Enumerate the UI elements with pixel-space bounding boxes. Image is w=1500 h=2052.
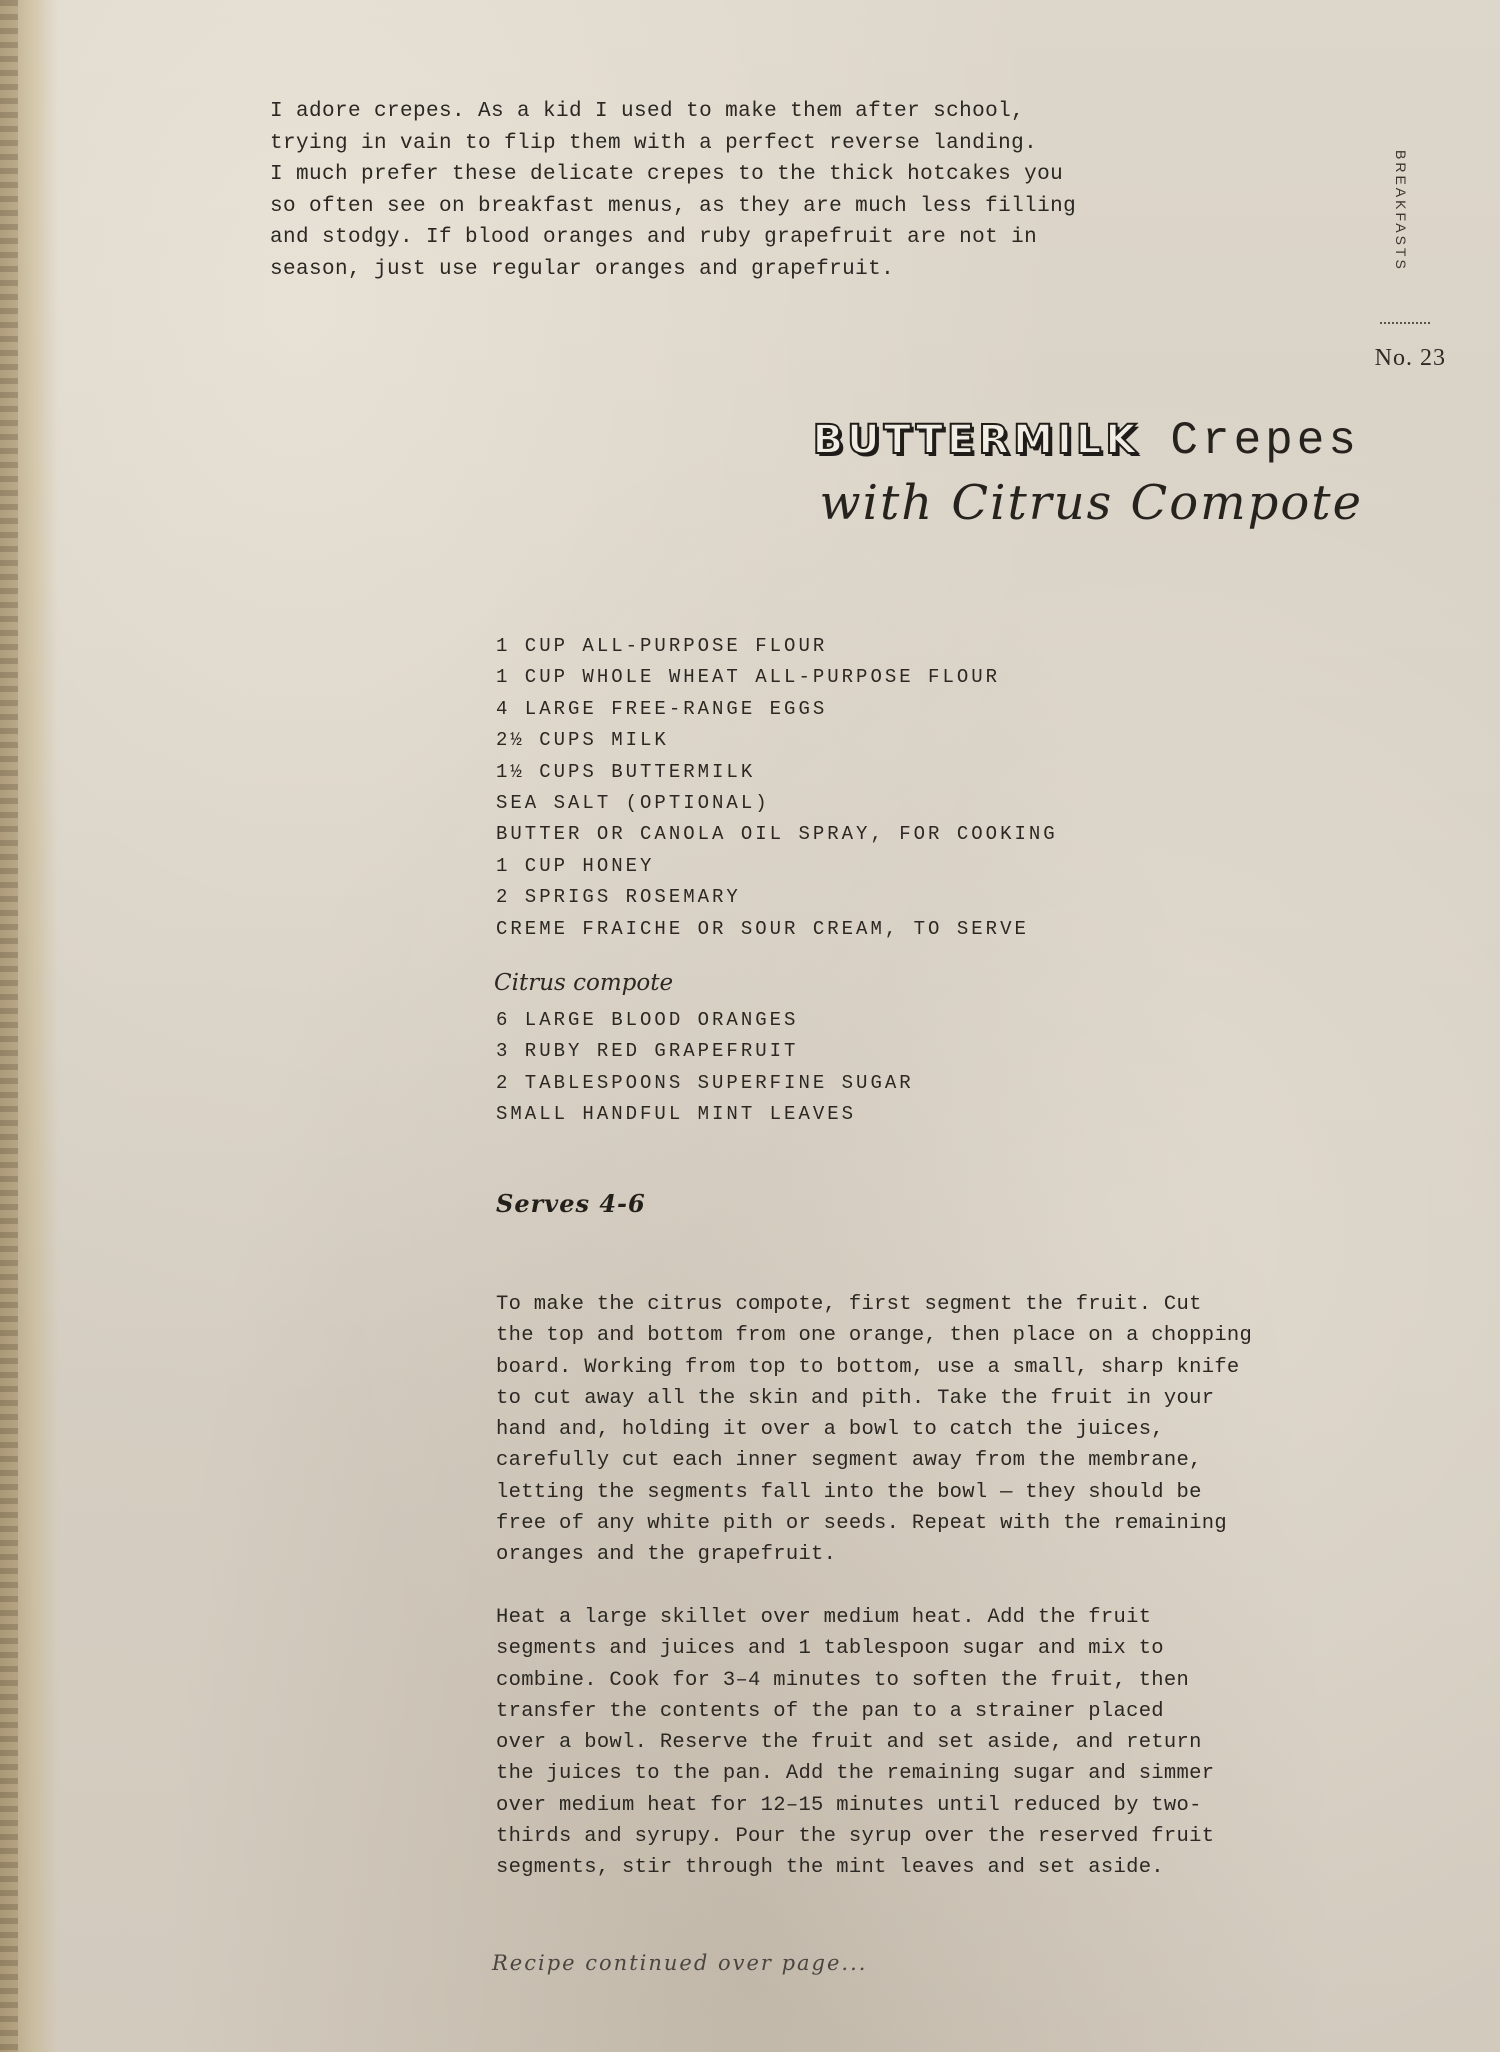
method-line: letting the segments fall into the bowl — they should be	[496, 1480, 1202, 1504]
ingredient-item: 4 LARGE FREE-RANGE EGGS	[496, 697, 828, 720]
recipe-subtitle: with Citrus Compote	[819, 475, 1363, 531]
ingredient-item: 2½ CUPS MILK	[496, 729, 669, 752]
method-line: over medium heat for 12–15 minutes until reduced by two-	[496, 1793, 1202, 1817]
ingredient-item: BUTTER OR CANOLA OIL SPRAY, FOR COOKING	[496, 823, 1058, 846]
continued-note: Recipe continued over page...	[492, 1951, 868, 1975]
ingredients-list	[496, 631, 1058, 945]
compote-ingredients-list	[496, 1005, 914, 1131]
section-divider	[1380, 322, 1430, 324]
intro-line: season, just use regular oranges and grapefruit.	[270, 257, 895, 281]
method-line: free of any white pith or seeds. Repeat with the remaining	[496, 1512, 1227, 1536]
ingredient-item: CREME FRAICHE OR SOUR CREAM, TO SERVE	[496, 917, 1029, 940]
ingredient-item: 1 CUP HONEY	[496, 854, 655, 877]
ingredient-item: SEA SALT (OPTIONAL)	[496, 792, 770, 815]
title-word: Crepes	[1170, 415, 1360, 467]
intro-line: trying in vain to flip them with a perfect reverse landing.	[270, 131, 1038, 155]
ingredient-item: 1½ CUPS BUTTERMILK	[496, 760, 756, 783]
method-line: oranges and the grapefruit.	[496, 1543, 837, 1567]
intro-paragraph	[270, 96, 1170, 285]
title-bold-word: BUTTERMILK	[812, 417, 1141, 463]
intro-line: I much prefer these delicate crepes to the thick hotcakes you	[270, 163, 1064, 186]
recipe-title	[813, 415, 1360, 467]
compote-item: 2 TABLESPOONS SUPERFINE SUGAR	[496, 1071, 914, 1094]
compote-item: 6 LARGE BLOOD ORANGES	[496, 1009, 799, 1031]
ingredient-item: 1 CUP WHOLE WHEAT ALL-PURPOSE FLOUR	[496, 666, 1001, 689]
method-line: the juices to the pan. Add the remaining sugar and simmer	[496, 1762, 1215, 1786]
torn-newspaper-edge	[0, 0, 58, 2052]
method-line: over a bowl. Reserve the fruit and set aside, and return	[496, 1731, 1202, 1755]
compote-item: SMALL HANDFUL MINT LEAVES	[496, 1103, 857, 1126]
method-line: transfer the contents of the pan to a strainer placed	[496, 1699, 1164, 1723]
method-line: combine. Cook for 3–4 minutes to soften the fruit, then	[496, 1668, 1190, 1692]
serves-label: Serves 4-6	[496, 1189, 646, 1218]
intro-line: and stodgy. If blood oranges and ruby grapefruit are not in	[270, 226, 1038, 249]
intro-line: so often see on breakfast menus, as they are much less filling	[270, 194, 1077, 218]
method-paragraph-1	[496, 1289, 1376, 1571]
method-line: board. Working from top to bottom, use a small, sharp knife	[496, 1355, 1240, 1379]
method-line: hand and, holding it over a bowl to catch the juices,	[496, 1418, 1164, 1442]
intro-line: I adore crepes. As a kid I used to make them after school,	[270, 100, 1025, 123]
method-line: segments and juices and 1 tablespoon sugar and mix to	[496, 1637, 1164, 1661]
compote-item: 3 RUBY RED GRAPEFRUIT	[496, 1040, 799, 1063]
method-line: carefully cut each inner segment away from the membrane,	[496, 1449, 1202, 1473]
method-line: To make the citrus compote, first segment the fruit. Cut	[496, 1293, 1202, 1316]
method-line: thirds and syrupy. Pour the syrup over the reserved fruit	[496, 1825, 1215, 1849]
recipe-number: No. 23	[1374, 345, 1446, 371]
ingredient-item: 2 SPRIGS ROSEMARY	[496, 886, 741, 909]
method-line: the top and bottom from one orange, then place on a chopping	[496, 1324, 1253, 1348]
section-label: BREAKFASTS	[1393, 150, 1409, 272]
method-line: Heat a large skillet over medium heat. Add the fruit	[496, 1606, 1152, 1629]
compote-heading: Citrus compote	[494, 970, 674, 996]
method-line: segments, stir through the mint leaves and set aside.	[496, 1856, 1164, 1880]
method-paragraph-2	[496, 1602, 1376, 1884]
method-line: to cut away all the skin and pith. Take the fruit in your	[496, 1386, 1215, 1410]
ingredient-item: 1 CUP ALL-PURPOSE FLOUR	[496, 635, 828, 657]
